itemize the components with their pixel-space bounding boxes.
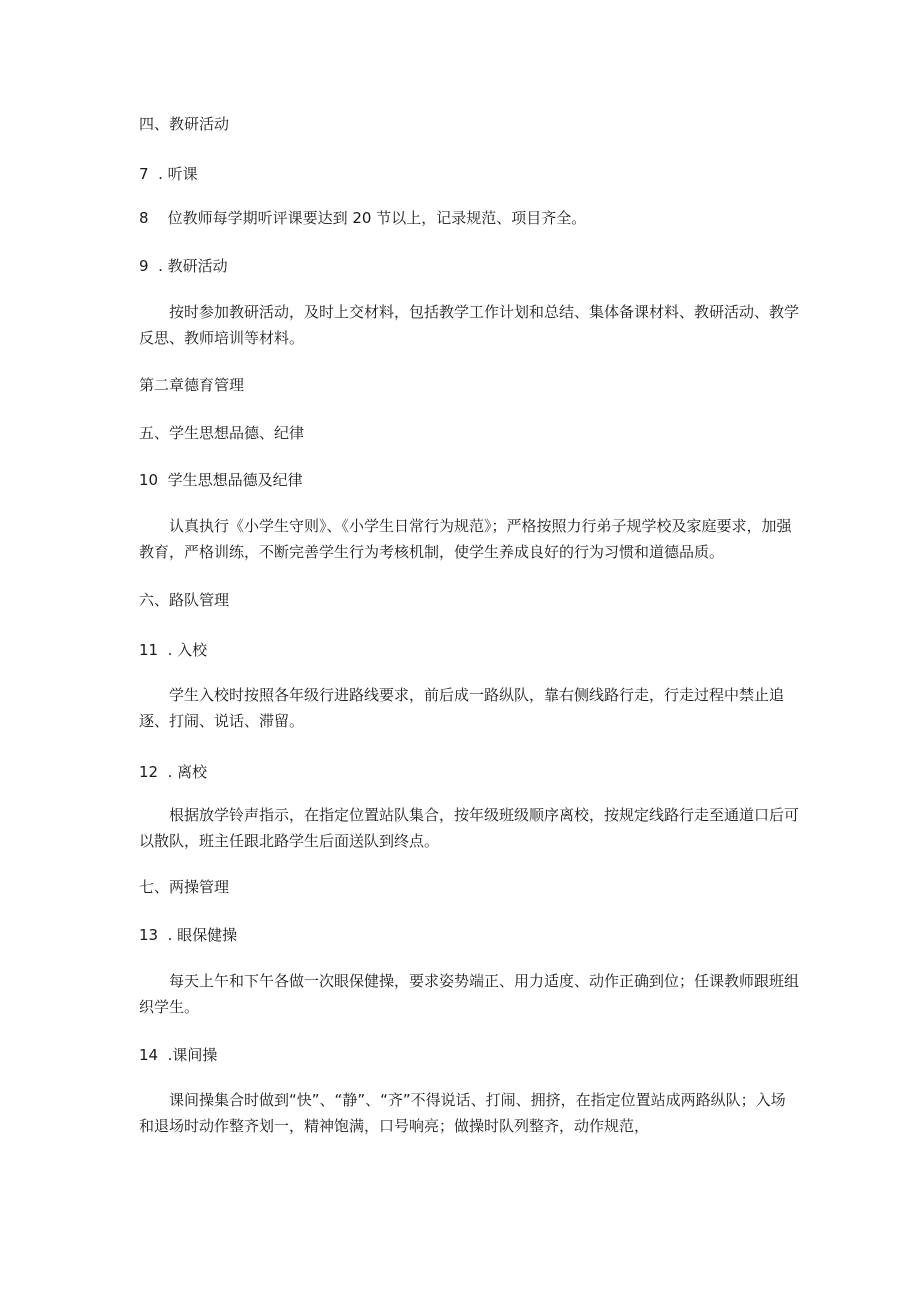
item-11-paragraph: 学生入校时按照各年级行进路线要求，前后成一路纵队，靠右侧线路行走，行走过程中禁止追逐、打闹、说话、滞留。 xyxy=(139,686,785,730)
section-heading-7: 七、两操管理 xyxy=(139,878,230,896)
item-10-paragraph: 认真执行《小学生守则》、《小学生日常行为规范》；严格按照力行弟子规学校及家庭要求，加强教育，严格训练，不断完善学生行为考核机制，使学生养成良好的行为习惯和道德品质。 xyxy=(139,517,792,561)
section-heading-5: 五、学生思想品德、纪律 xyxy=(139,424,305,442)
item-14-paragraph: 课间操集合时做到“快”、“静”、“齐”不得说话、打闹、拥挤，在指定位置站成两路纵队；入场和退场时动作整齐划一，精神饱满，口号响亮；做操时队列整齐，动作规范， xyxy=(139,1091,786,1135)
section-heading-6: 六、路队管理 xyxy=(139,591,230,609)
item-10-heading: 10 学生思想品德及纪律 xyxy=(139,471,303,489)
item-9-paragraph: 按时参加教研活动，及时上交材料，包括教学工作计划和总结、集体备课材料、教研活动、教学反思、教师培训等材料。 xyxy=(139,303,800,347)
item-13-paragraph: 每天上午和下午各做一次眼保健操，要求姿势端正、用力适度、动作正确到位；任课教师跟班组织学生。 xyxy=(139,972,800,1016)
item-11-heading: 11 . 入校 xyxy=(139,641,208,659)
section-heading-4: 四、教研活动 xyxy=(139,115,230,133)
item-12-paragraph: 根据放学铃声指示，在指定位置站队集合，按年级班级顺序离校，按规定线路行走至通道口后可以散队，班主任跟北路学生后面送队到终点。 xyxy=(139,806,800,850)
item-13-heading: 13 . 眼保健操 xyxy=(139,926,238,944)
item-14-heading: 14 .课间操 xyxy=(139,1046,218,1064)
item-9-heading: 9 . 教研活动 xyxy=(139,257,228,275)
chapter-2-heading: 第二章德育管理 xyxy=(139,376,245,394)
item-12-heading: 12 . 离校 xyxy=(139,763,208,781)
item-8-text: 8 位教师每学期听评课要达到 20 节以上，记录规范、项目齐全。 xyxy=(139,209,587,227)
item-7-heading: 7 . 听课 xyxy=(139,165,198,183)
